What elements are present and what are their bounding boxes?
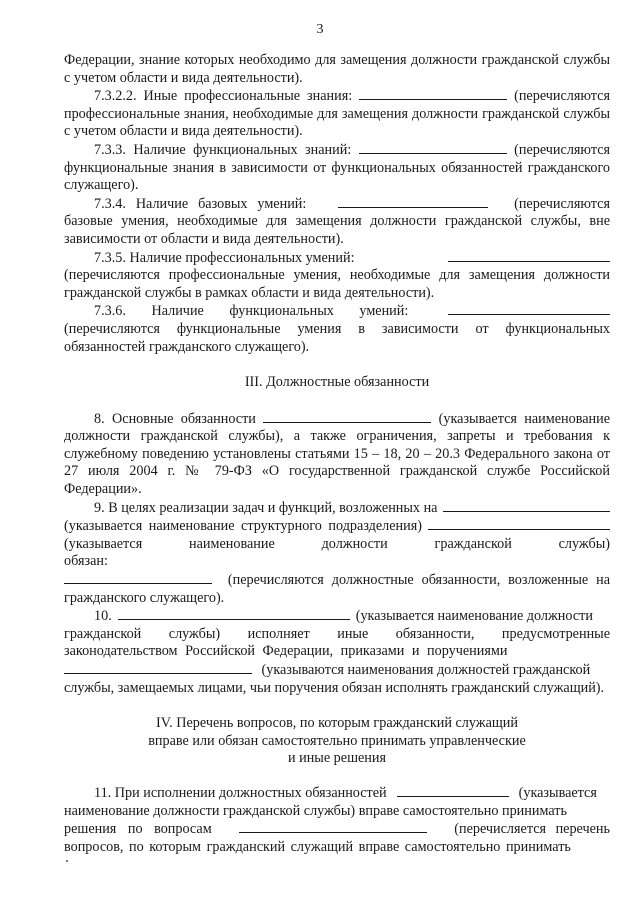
blank-line (64, 661, 252, 674)
section-4-title-line2: вправе или обязан самостоятельно принимать управленческие (148, 732, 526, 749)
paragraph-7-3-2-2: 7.3.2.2. Иные профессиональные знания: (перечисляются профессиональные знания, необходимые для замещения должности гражданской службы с учетом области и вида деятельности). (64, 88, 610, 140)
paragraph-7-3-5-head (64, 249, 610, 268)
paragraph-7-3-5-label: 7.3.5. Наличие профессиональных умений: (94, 249, 355, 266)
section-4-title-line1: IV. Перечень вопросов, по которым гражданский служащий (156, 715, 518, 732)
paragraph-9-tail: (перечисляются должностные обязанности, возложенные на гражданского служащего). (64, 572, 611, 606)
paragraph-8: 8. Основные обязанности (указывается наименование должности гражданской службы), а также ограничения, запреты и требования к служебному поведению установлены статьями 15 – 18, 20 – 20.3 Федерального закона от 27 июля 2004 г. № 79-ФЗ «О государственной гражданской службе Российской Федерации». (64, 410, 611, 498)
paragraph-10-head: 10. (указывается наименование должности (94, 608, 593, 625)
blank-line (359, 141, 507, 154)
paragraph-11-line4: вопросов, по которым гражданский служащий вправе самостоятельно принимать (64, 838, 571, 855)
paragraph-7-3-4: 7.3.4. Наличие базовых умений: (перечисляются базовые умения, необходимые для замещения должности гражданской службы, вне зависимости от области и вида деятельности). (64, 195, 610, 247)
paragraph-7-3-5-body: (перечисляются профессиональные умения, необходимые для замещения должности гражданской службы в рамках области и вида деятельности). (64, 267, 610, 301)
blank-line (428, 517, 610, 530)
paragraph-7-3-6-label: 7.3.6. Наличие функциональных умений: (94, 303, 409, 320)
blank-line (118, 607, 350, 620)
blank-line (448, 249, 610, 262)
paragraph-11-line3: решения по вопросам (перечисляется перечень (64, 821, 610, 838)
paragraph-7-3-6-head (64, 302, 610, 321)
blank-line (239, 820, 427, 833)
page-number: 3 (316, 22, 324, 37)
section-4-title-line3: и иные решения (287, 750, 387, 767)
document-body (64, 52, 610, 856)
blank-line (443, 499, 610, 512)
paragraph-9-head: 9. В целях реализации задач и функций, возложенных на (64, 499, 610, 518)
paragraph-7-3-2-1-tail: Федерации, знание которых необходимо для замещения должности гражданской службы с учетом области и вида деятельности). (64, 52, 610, 86)
paragraph-11-head: 11. При исполнении должностных обязанностей (указывается (94, 784, 597, 801)
blank-line (263, 410, 431, 423)
blank-line (64, 571, 212, 584)
paragraph-10-tail: службы, замещаемых лицами, чьи поручения обязан исполнять гражданский служащий). (64, 679, 605, 696)
paragraph-10-line3: (указываются наименования должностей гражданской (64, 661, 610, 680)
paragraph-11-line2: наименование должности гражданской службы) вправе самостоятельно принимать (64, 802, 567, 819)
section-3-title: III. Должностные обязанности (244, 374, 430, 391)
paragraph-10-body: гражданской службы) исполняет иные обязанности, предусмотренные законодательством Российской Федерации, приказами и поручениями (64, 625, 610, 660)
blank-line (359, 87, 507, 100)
paragraph-9-line3: (указывается наименование должности гражданской службы) обязан: (64, 535, 610, 570)
scan-speck (66, 860, 68, 862)
blank-line (397, 784, 509, 797)
paragraph-7-3-6-body: (перечисляются функциональные умения в зависимости от функциональных обязанностей гражданского служащего). (64, 320, 610, 355)
blank-line (448, 302, 610, 315)
blank-line (338, 195, 488, 208)
paragraph-7-3-3: 7.3.3. Наличие функциональных знаний: (перечисляются функциональные знания в зависимости от функциональных обязанностей гражданского служащего). (64, 141, 611, 194)
paragraph-9-line2: (указывается наименование структурного подразделения) (64, 517, 610, 536)
